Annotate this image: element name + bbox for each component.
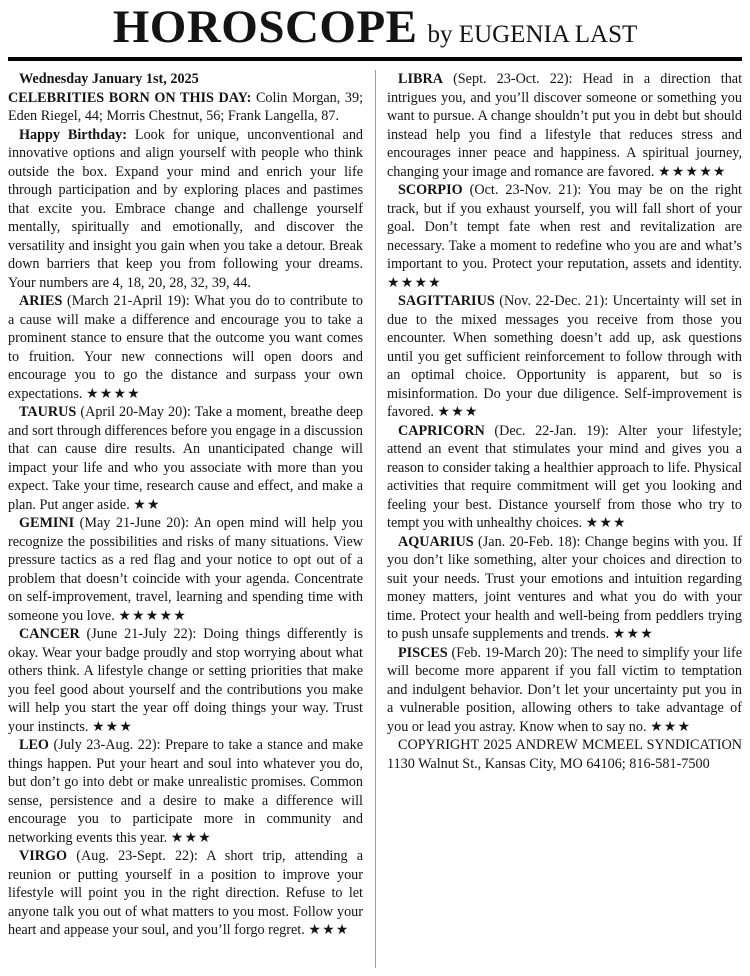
sign-text: Take a moment, breathe deep and sort through differences before you engage in a discussion that can cause dire results. An unanticipated change will impact your life and who you associate with more than you expect. Take your time, research cause and effect, and make a plan. Put anger aside. xyxy=(8,404,364,513)
star-rating: ★★★ xyxy=(437,404,479,420)
star-rating: ★★★ xyxy=(612,626,654,642)
star-rating: ★★★★ xyxy=(86,385,141,402)
horoscope-entry-scorpio xyxy=(387,181,742,292)
sign-text: The need to simplify your life will become more apparent if you fall victim to temptation and indulgent behavior. Don’t let your uncertainty put you in a vulnerable position, allowing others to take advantage of you or lead you astray. Know when to say no. xyxy=(387,644,742,735)
sign-text: Change begins with you. If you don’t like something, alter your choices and direction to suit your needs. Trust your emotions and intuition regarding money matters, joint ventures and what you do with your time. Protect your health and well-being from peddlers trying to push unsafe supplements and trends. xyxy=(387,533,742,642)
sign-name: GEMINI xyxy=(19,515,75,531)
sign-date-range: (Dec. 22-Jan. 19): xyxy=(494,422,610,439)
star-rating: ★★★★★ xyxy=(658,163,727,180)
happy-birthday-label: Happy Birthday: xyxy=(19,126,128,143)
sign-date-range: (Aug. 23-Sept. 22): xyxy=(76,848,198,864)
sign-date-range: (Jan. 20-Feb. 18): xyxy=(478,533,581,550)
date-line xyxy=(8,70,363,89)
sign-name: LEO xyxy=(19,737,49,753)
sign-date-range: (Nov. 22-Dec. 21): xyxy=(499,293,609,309)
sign-text: What you do to contribute to a cause will make a difference and encourage you to take a prominent stance to ensure that the outcome you want comes to fruition. Your new connections will open doors and encourage you to go the distance and surpass your own expectations. xyxy=(8,293,363,402)
celebrities-label: CELEBRITIES BORN ON THIS DAY: xyxy=(8,89,252,106)
masthead xyxy=(8,2,742,61)
sign-name: AQUARIUS xyxy=(398,533,474,550)
sign-name: CAPRICORN xyxy=(398,422,485,439)
sign-date-range: (Feb. 19-March 20): xyxy=(451,644,568,661)
star-rating: ★★★ xyxy=(308,922,350,938)
star-rating: ★★★ xyxy=(170,829,212,846)
copyright-text: COPYRIGHT 2025 ANDREW MCMEEL SYNDICATION 1130 Walnut St., Kansas City, MO 64106; 816-581-7500 xyxy=(387,737,742,772)
celebrities-entry xyxy=(8,89,363,126)
horoscope-entry-gemini xyxy=(8,514,363,625)
sign-date-range: (June 21-July 22): xyxy=(86,626,197,642)
sign-name: CANCER xyxy=(19,626,80,642)
sign-text: Alter your lifestyle; attend an event that stimulates your mind and gives you a reason to consider taking a healthier approach to life. Physical activities that require commitment will get you looking and feeling your best. Distance yourself from those who try to tempt you with unhealthy choices. xyxy=(387,422,742,531)
horoscope-entry-sagittarius xyxy=(387,292,742,422)
sign-name: LIBRA xyxy=(398,71,443,87)
horoscope-entry-cancer xyxy=(8,625,363,736)
page-title: HOROSCOPE xyxy=(112,1,418,53)
star-rating: ★★ xyxy=(133,496,161,513)
sign-name: ARIES xyxy=(19,293,63,309)
sign-name: SAGITTARIUS xyxy=(398,293,495,309)
sign-text: Head in a direction that intrigues you, and you’ll discover someone or something you want to pursue. A change shouldn’t put you in debt but should instead help you find a lifestyle that reduces stress and encourages inner peace and happiness. A spiritual journey, changing your image and romance are favored. xyxy=(387,71,742,180)
horoscope-entry-libra xyxy=(387,70,742,181)
celebrities-text: Colin Morgan, 39; Eden Riegel, 44; Morris Chestnut, 56; Frank Langella, 87. xyxy=(8,89,364,124)
star-rating: ★★★★ xyxy=(387,274,442,291)
byline: by EUGENIA LAST xyxy=(427,21,638,48)
star-rating: ★★★★★ xyxy=(118,607,187,624)
star-rating: ★★★ xyxy=(91,718,134,735)
date-text: Wednesday January 1st, 2025 xyxy=(19,71,199,87)
sign-name: SCORPIO xyxy=(398,182,463,198)
horoscope-columns xyxy=(8,70,742,968)
sign-text: Uncertainty will set in due to the mixed messages you receive from those you encounter. When something doesn’t add up, ask questions until you get sufficient reinforcement to follow through with an optimal choice. Opportunity is apparent, but so is misinformation. Do your due diligence. Self-improvement is favored. xyxy=(387,293,742,420)
sign-name: TAURUS xyxy=(19,404,77,420)
sign-date-range: (March 21-April 19): xyxy=(67,293,190,309)
horoscope-entry-pisces xyxy=(387,644,742,737)
sign-text: You may be on the right track, but if you exhaust yourself, you will fall short of your goal. Don’t tempt fate when rest and revitalization are necessary. Take a moment to redefine who you are and what’s important to you. Protect your reputation, assets and identity. xyxy=(387,182,742,272)
horoscope-entry-virgo xyxy=(8,847,363,940)
sign-date-range: (Sept. 23-Oct. 22): xyxy=(453,71,573,87)
horoscope-entry-capricorn xyxy=(387,422,742,533)
sign-text: An open mind will help you recognize the possibilities and risks of many situations. View pressure tactics as a red flag and your notice to opt out of a problem that doesn’t coincide with your agenda. Concentrate on self-improvement, travel, learning and spending time with someone you love. xyxy=(8,515,363,624)
sign-date-range: (April 20-May 20): xyxy=(80,404,191,420)
sign-name: PISCES xyxy=(398,644,448,661)
star-rating: ★★★ xyxy=(650,718,692,735)
horoscope-entry-taurus xyxy=(8,403,363,514)
sign-date-range: (July 23-Aug. 22): xyxy=(53,737,161,753)
copyright-line xyxy=(387,736,742,773)
horoscope-entry-leo xyxy=(8,736,363,847)
horoscope-entry-aquarius xyxy=(387,533,742,644)
horoscope-entry-aries xyxy=(8,292,363,403)
sign-text: A short trip, attending a reunion or putting yourself in a position to improve your lifestyle will point you in the right direction. Refuse to let anyone talk you out of what matters to you most. Follow your heart and appease your soul, and you’ll forgo regret. xyxy=(8,848,363,938)
sign-date-range: (Oct. 23-Nov. 21): xyxy=(469,182,582,198)
happy-birthday-text: Look for unique, unconventional and innovative options and align yourself with people who think outside the box. Expand your mind and enrich your life through participation and by exploring places and pastimes that excite you. Embrace change and challenge yourself mentally, spiritually and emotionally, and discover the versatility and insight you gain when you take a detour. Break down barriers that keep you from following your dreams. Your numbers are 4, 18, 20, 28, 32, 39, 44. xyxy=(8,126,364,291)
star-rating: ★★★ xyxy=(585,515,627,531)
sign-text: Doing things differently is okay. Wear your badge proudly and stop worrying about what others think. A lifestyle change or setting priorities that make you feel good about yourself and the contributions you make will help you start the year off doing things your way. Trust your instincts. xyxy=(8,626,363,735)
sign-date-range: (May 21-June 20): xyxy=(79,515,190,531)
sign-name: VIRGO xyxy=(19,848,68,864)
sign-text: Prepare to take a stance and make things happen. Put your heart and soul into whatever you do, but don’t go into debt or make unrealistic promises. Common sense, persistence and a desire to make a difference will encourage you to participate more in community and networking events this year. xyxy=(8,737,364,846)
happy-birthday-entry xyxy=(8,126,363,293)
